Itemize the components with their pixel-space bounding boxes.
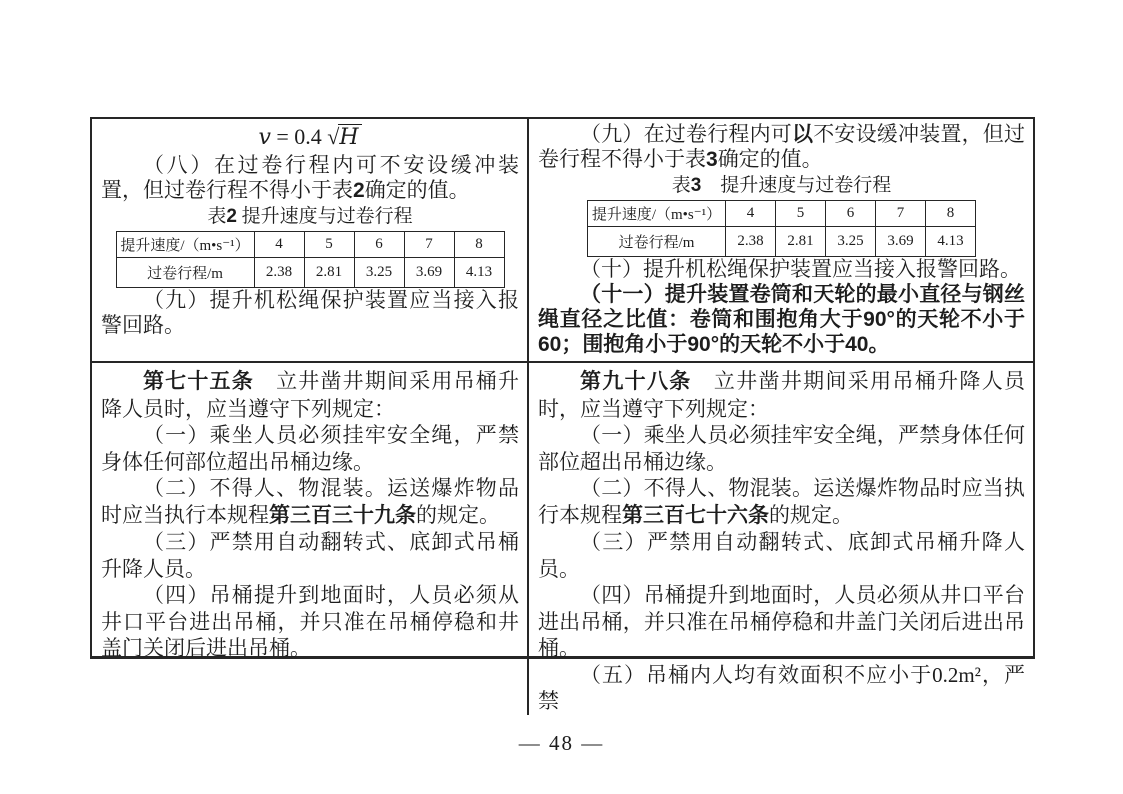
article-paragraph (538, 475, 1025, 529)
value-cell: 5 (304, 232, 354, 258)
content-frame (90, 117, 1035, 713)
text-segment: （五）吊桶内人均有效面积不应小于0.2m²，严禁 (538, 662, 1025, 713)
para-item-8 (101, 153, 519, 203)
para-item-9-left (101, 288, 519, 338)
row-label-cell: 提升速度/（m•s⁻¹） (588, 201, 726, 227)
text-segment: 立井凿井期间采用吊桶升降人员时，应当遵守下列规定： (101, 369, 519, 421)
text-segment: （一）乘坐人员必须挂牢安全绳，严禁身体任何部位超出吊桶边缘。 (101, 423, 519, 474)
bold-text-segment: 2 (226, 206, 237, 227)
article-paragraph (538, 422, 1025, 475)
value-cell: 2.81 (776, 227, 826, 257)
text-segment: （十）提升机松绳保护装置应当接入报警回路。 (580, 257, 1021, 281)
text-segment: 确定的值。 (364, 178, 470, 202)
text-segment: 不安设缓冲装置，但过卷行程不得小于表 (538, 122, 1026, 171)
value-cell: 7 (876, 201, 926, 227)
para-item-10 (538, 257, 1025, 282)
velocity-formula (101, 123, 519, 151)
formula-variable: v (258, 125, 271, 150)
bold-text-segment: 3 (706, 148, 718, 171)
text-segment: （九）提升机松绳保护装置应当接入报警回路。 (101, 288, 519, 337)
article-paragraph (538, 662, 1025, 715)
text-segment: （三）严禁用自动翻转式、底卸式吊桶升降人员。 (101, 530, 519, 581)
text-segment: 提升速度与过卷行程 (236, 206, 413, 227)
para-item-9-right (538, 122, 1025, 172)
text-segment: 表 (207, 206, 227, 227)
article-paragraph (101, 422, 519, 475)
value-cell: 8 (926, 201, 976, 227)
table-3 (587, 200, 976, 257)
article-paragraph (101, 475, 519, 529)
text-segment: （八）在过卷行程内可不安设缓冲装置，但过卷行程不得小于表 (101, 153, 519, 202)
para-item-11 (538, 282, 1025, 357)
text-segment: （四）吊桶提升到地面时，人员必须从井口平台进出吊桶，并只准在吊桶停稳和井盖门关闭后进出吊桶。 (538, 583, 1025, 660)
bold-text-segment: 第七十五条 (143, 370, 254, 393)
value-cell: 2.38 (254, 258, 304, 288)
table-2-header-row (116, 232, 504, 258)
text-segment: （九）在过卷行程内可 (580, 122, 792, 146)
value-cell: 4.13 (454, 258, 504, 288)
text-segment: 立井凿井期间采用吊桶升降人员时，应当遵守下列规定： (538, 369, 1026, 421)
article-paragraph (101, 529, 519, 582)
article-paragraph (101, 368, 519, 422)
article-98 (538, 368, 1025, 715)
formula-operator: = 0.4 (270, 124, 322, 149)
value-cell: 4 (254, 232, 304, 258)
bold-text-segment: 3 (690, 175, 702, 196)
article-paragraph (538, 368, 1025, 422)
article-paragraph (101, 582, 519, 662)
radical-sign: √ (327, 124, 340, 149)
text-segment: 表 (671, 175, 691, 196)
text-segment: （二）不得人、物混装。运送爆炸物品时应当执行本规程 (101, 476, 519, 527)
row-label-cell: 过卷行程/m (116, 258, 254, 288)
article-paragraph (538, 582, 1025, 662)
value-cell: 4.13 (926, 227, 976, 257)
value-cell: 3.69 (404, 258, 454, 288)
value-cell: 2.38 (726, 227, 776, 257)
text-segment: （二）不得人、物混装。运送爆炸物品时应当执行本规程 (538, 476, 1025, 527)
bold-text-segment: 第九十八条 (580, 370, 692, 393)
bold-text-segment: 以 (792, 123, 814, 146)
bold-text-segment: 2 (353, 179, 365, 202)
text-segment: （一）乘坐人员必须挂牢安全绳，严禁身体任何部位超出吊桶边缘。 (538, 423, 1025, 474)
value-cell: 2.81 (304, 258, 354, 288)
article-75 (101, 368, 519, 662)
value-cell: 3.25 (354, 258, 404, 288)
value-cell: 3.69 (876, 227, 926, 257)
value-cell: 7 (404, 232, 454, 258)
bold-text-segment: （十一）提升装置卷筒和天轮的最小直径与钢丝绳直径之比值：卷筒和围抱角大于90°的天轮不小于60；围抱角小于90°的天轮不小于40。 (538, 283, 1025, 356)
cell-bottom-left (92, 363, 529, 715)
table-2-caption (101, 206, 519, 228)
page-number: — 48 — (518, 731, 605, 755)
row-label-cell: 提升速度/（m•s⁻¹） (116, 232, 254, 258)
formula-radicand: H (338, 124, 361, 150)
value-cell: 4 (726, 201, 776, 227)
value-cell: 6 (826, 201, 876, 227)
table-3-caption (538, 175, 1025, 197)
cell-top-left (92, 119, 529, 363)
text-segment: 的规定。 (416, 502, 500, 527)
bold-text-segment: 第三百七十六条 (622, 503, 769, 527)
value-cell: 3.25 (826, 227, 876, 257)
table-3-header-row (588, 201, 976, 227)
table-3-value-row (588, 227, 976, 257)
text-segment: （三）严禁用自动翻转式、底卸式吊桶升降人员。 (538, 530, 1025, 581)
value-cell: 8 (454, 232, 504, 258)
article-paragraph (538, 529, 1025, 582)
text-segment: 提升速度与过卷行程 (701, 175, 892, 196)
value-cell: 5 (776, 201, 826, 227)
table-2 (116, 231, 505, 288)
cell-bottom-right (529, 363, 1033, 715)
table-2-value-row (116, 258, 504, 288)
value-cell: 6 (354, 232, 404, 258)
text-segment: （四）吊桶提升到地面时，人员必须从井口平台进出吊桶，并只准在吊桶停稳和井盖门关闭后进出吊桶。 (101, 583, 519, 660)
cell-top-right (529, 119, 1033, 363)
text-segment: 的规定。 (769, 502, 853, 527)
text-segment: 确定的值。 (717, 147, 823, 171)
bold-text-segment: 第三百三十九条 (269, 503, 416, 527)
row-label-cell: 过卷行程/m (588, 227, 726, 257)
